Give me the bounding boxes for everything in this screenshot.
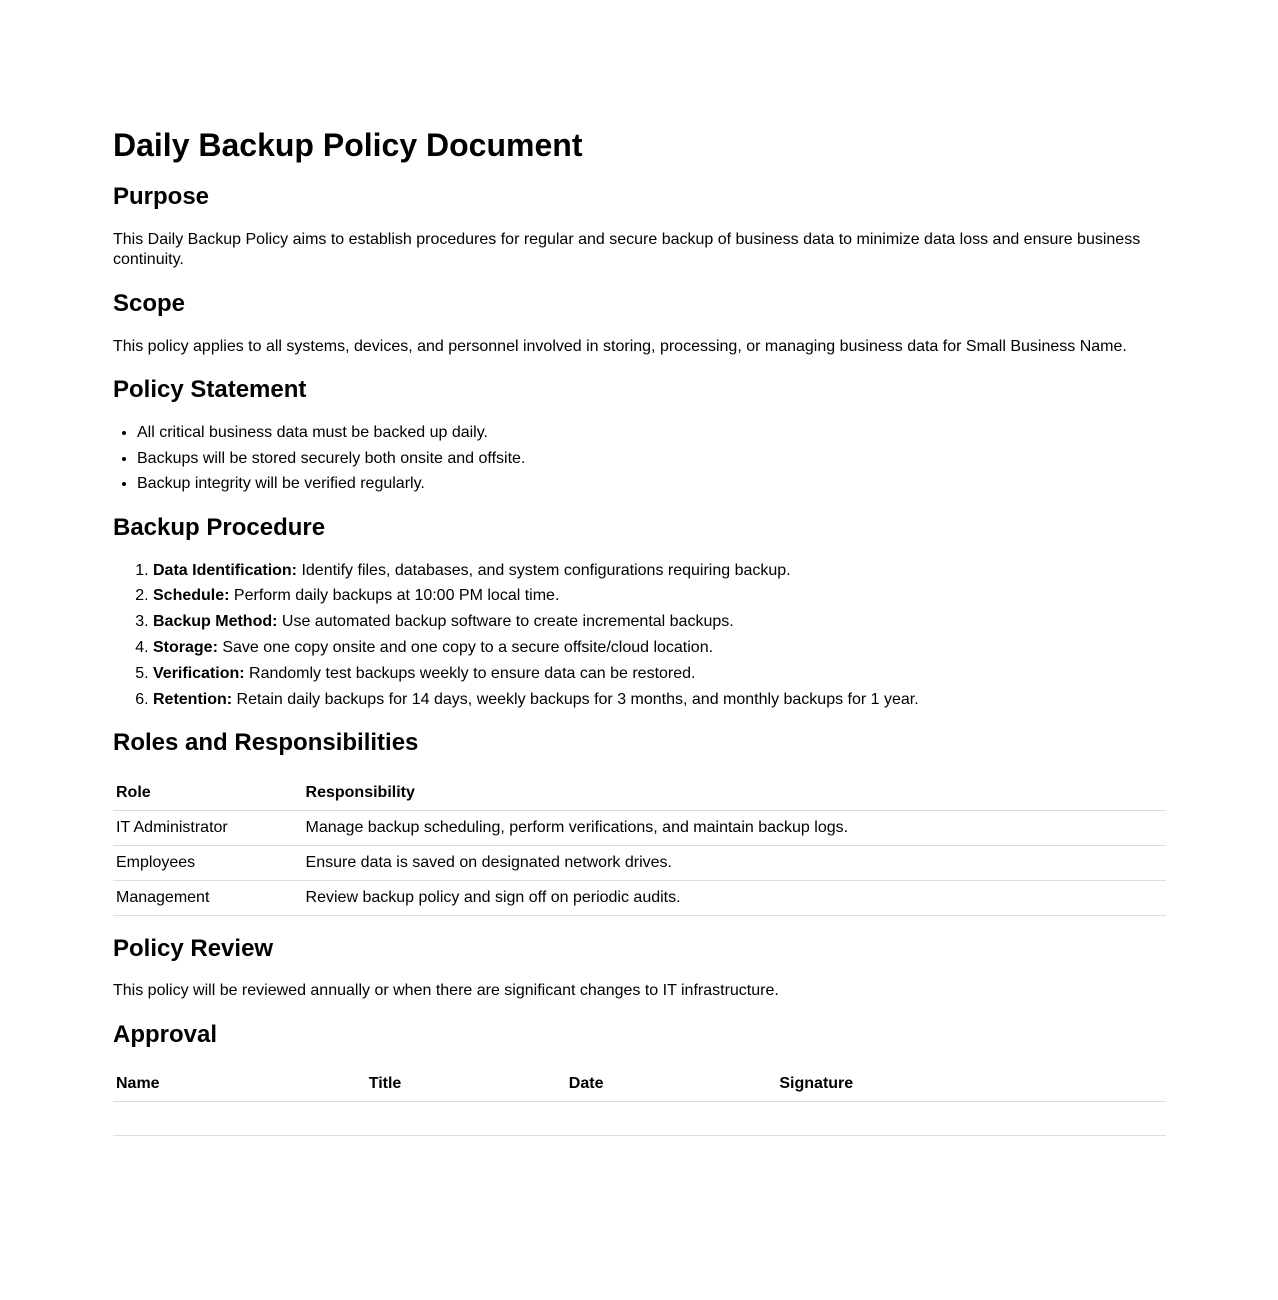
table-row <box>113 845 1166 880</box>
step-label: Data Identification: <box>153 561 298 579</box>
step-text: Randomly test backups weekly to ensure data can be restored. <box>244 664 696 682</box>
table-header-row <box>113 1067 1166 1102</box>
list-item <box>153 586 1166 607</box>
list-item <box>153 664 1166 685</box>
column-header-signature: Signature <box>776 1067 1166 1102</box>
step-text: Use automated backup software to create incremental backups. <box>277 613 734 631</box>
list-item <box>153 561 1166 582</box>
table-row <box>113 880 1166 915</box>
step-text: Perform daily backups at 10:00 PM local time. <box>229 587 560 605</box>
list-item <box>153 638 1166 659</box>
policy-review-paragraph: This policy will be reviewed annually or when there are significant changes to IT infrastructure. <box>113 982 779 1000</box>
list-item: • Backups will be stored securely both onsite and offsite. <box>137 449 1166 470</box>
table-row <box>113 1102 1166 1136</box>
column-header-responsibility: Responsibility <box>303 776 1166 811</box>
section-heading-scope: Scope <box>113 290 186 318</box>
empty-cell <box>776 1102 1166 1136</box>
column-header-role: Role <box>113 776 303 811</box>
section-heading-backup-procedure: Backup Procedure <box>113 514 326 542</box>
role-cell: Management <box>113 880 303 915</box>
approval-table <box>113 1067 1166 1136</box>
document-title: Daily Backup Policy Document <box>113 127 583 163</box>
section-heading-approval: Approval <box>113 1020 218 1048</box>
step-label: Verification: <box>153 664 245 682</box>
column-header-date: Date <box>566 1067 777 1102</box>
purpose-paragraph: This Daily Backup Policy aims to establish procedures for regular and secure backup of business data to minimize data loss and ensure business continuity. <box>113 230 1141 269</box>
section-heading-roles: Roles and Responsibilities <box>113 729 419 757</box>
list-item <box>153 612 1166 633</box>
column-header-name: Name <box>113 1067 366 1102</box>
step-label: Schedule: <box>153 587 230 605</box>
column-header-title: Title <box>366 1067 566 1102</box>
table-row <box>113 810 1166 845</box>
empty-cell <box>113 1102 366 1136</box>
empty-cell <box>566 1102 777 1136</box>
list-item: • Backup integrity will be verified regularly. <box>137 474 1166 495</box>
responsibility-cell: Review backup policy and sign off on periodic audits. <box>303 880 1166 915</box>
section-heading-policy-statement: Policy Statement <box>113 376 307 404</box>
policy-statement-list <box>113 423 1166 495</box>
role-cell: Employees <box>113 845 303 880</box>
roles-table <box>113 776 1166 916</box>
responsibility-cell: Manage backup scheduling, perform verifications, and maintain backup logs. <box>303 810 1166 845</box>
step-label: Backup Method: <box>153 613 278 631</box>
scope-paragraph: This policy applies to all systems, devices, and personnel involved in storing, processing, or managing business data for Small Business Name. <box>113 337 1127 355</box>
responsibility-cell: Ensure data is saved on designated network drives. <box>303 845 1166 880</box>
backup-procedure-list <box>113 561 1166 711</box>
section-heading-purpose: Purpose <box>113 183 210 211</box>
section-heading-policy-review: Policy Review <box>113 934 274 962</box>
step-label: Retention: <box>153 690 233 708</box>
step-text: Save one copy onsite and one copy to a secure offsite/cloud location. <box>217 638 714 656</box>
step-text: Identify files, databases, and system configurations requiring backup. <box>297 561 791 579</box>
list-item <box>153 690 1166 711</box>
role-cell: IT Administrator <box>113 810 303 845</box>
empty-cell <box>366 1102 566 1136</box>
list-item: • All critical business data must be backed up daily. <box>137 423 1166 444</box>
step-label: Storage: <box>153 638 218 656</box>
step-text: Retain daily backups for 14 days, weekly backups for 3 months, and monthly backups for 1 year. <box>232 690 919 708</box>
table-header-row <box>113 776 1166 811</box>
